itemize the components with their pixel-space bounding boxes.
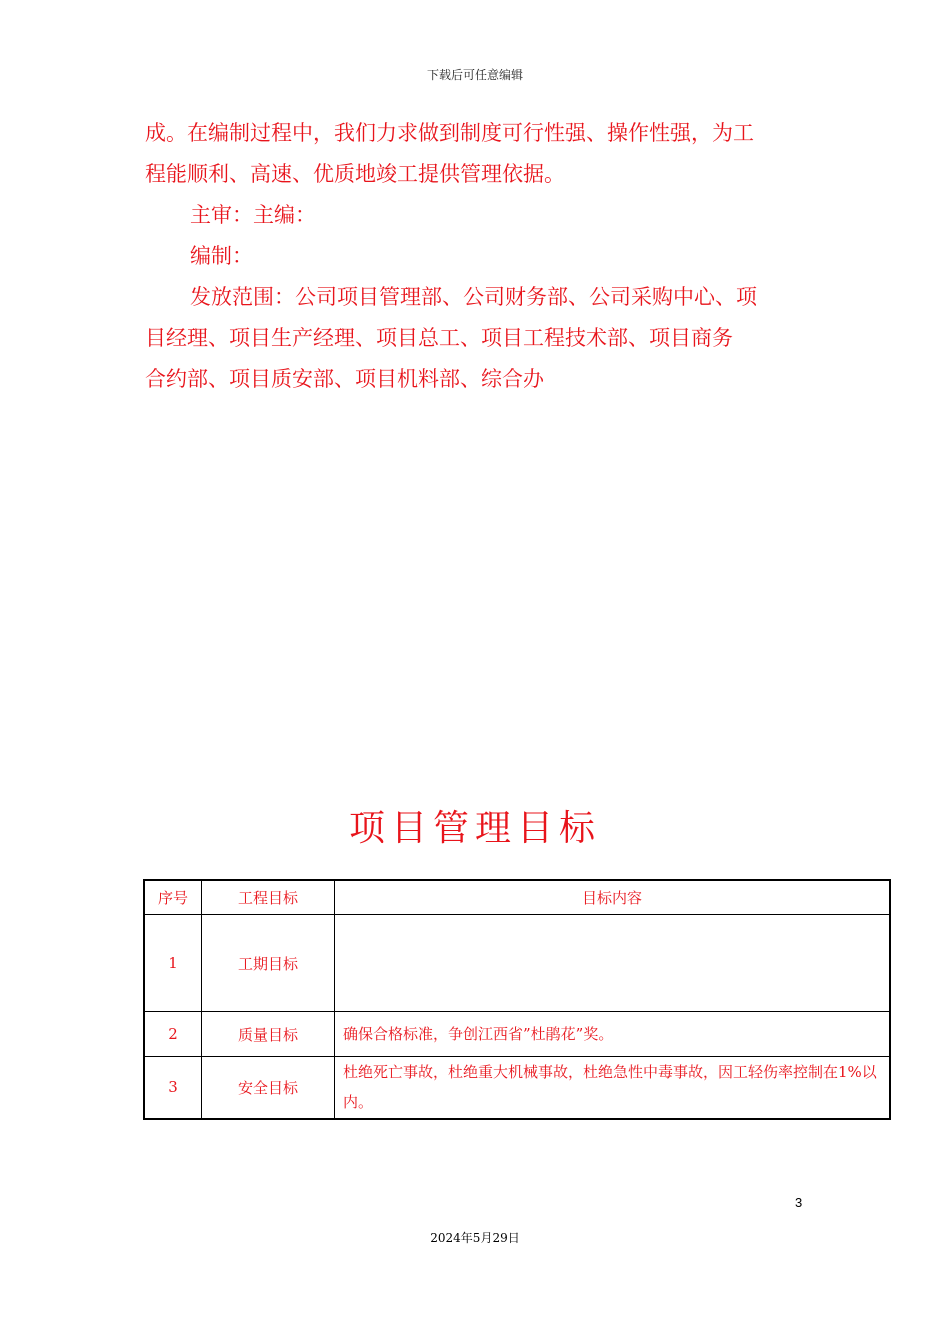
row-goal: 安全目标 — [202, 1057, 335, 1119]
table-header-row — [144, 880, 890, 915]
body-line: 成。在编制过程中，我们力求做到制度可行性强、操作性强，为工 — [145, 121, 754, 145]
body-line-reviewers: 主审：主编： — [190, 203, 316, 227]
section-title: 项目管理目标 — [348, 808, 601, 849]
row-goal: 质量目标 — [202, 1012, 335, 1057]
goals-table — [143, 879, 891, 1120]
row-number: 3 — [144, 1057, 202, 1119]
table-row — [144, 1057, 890, 1119]
row-goal: 工期目标 — [202, 915, 335, 1012]
row-content: 杜绝死亡事故，杜绝重大机械事故，杜绝急性中毒事故，因工轻伤率控制在1%以内。 — [335, 1057, 891, 1119]
row-number: 2 — [144, 1012, 202, 1057]
row-content: 确保合格标准，争创江西省”杜鹃花”奖。 — [335, 1012, 891, 1057]
page-footer-date: 2024年5月29日 — [430, 1231, 520, 1245]
column-header-goal: 工程目标 — [202, 880, 335, 915]
column-header-content: 目标内容 — [335, 880, 891, 915]
row-content — [335, 915, 891, 1012]
body-line-distribution: 发放范围：公司项目管理部、公司财务部、公司采购中心、项 — [190, 285, 757, 309]
row-number: 1 — [144, 915, 202, 1012]
table-row — [144, 1012, 890, 1057]
page-header: 下载后可任意编辑 — [426, 68, 523, 82]
body-text — [145, 113, 810, 400]
body-line: 目经理、项目生产经理、项目总工、项目工程技术部、项目商务 — [145, 326, 733, 350]
page-number: 3 — [795, 1195, 803, 1210]
table-row — [144, 915, 890, 1012]
column-header-no: 序号 — [144, 880, 202, 915]
body-line: 合约部、项目质安部、项目机料部、综合办 — [145, 367, 544, 391]
body-line: 程能顺利、高速、优质地竣工提供管理依据。 — [145, 162, 565, 186]
body-line-compiler: 编制： — [190, 244, 253, 268]
